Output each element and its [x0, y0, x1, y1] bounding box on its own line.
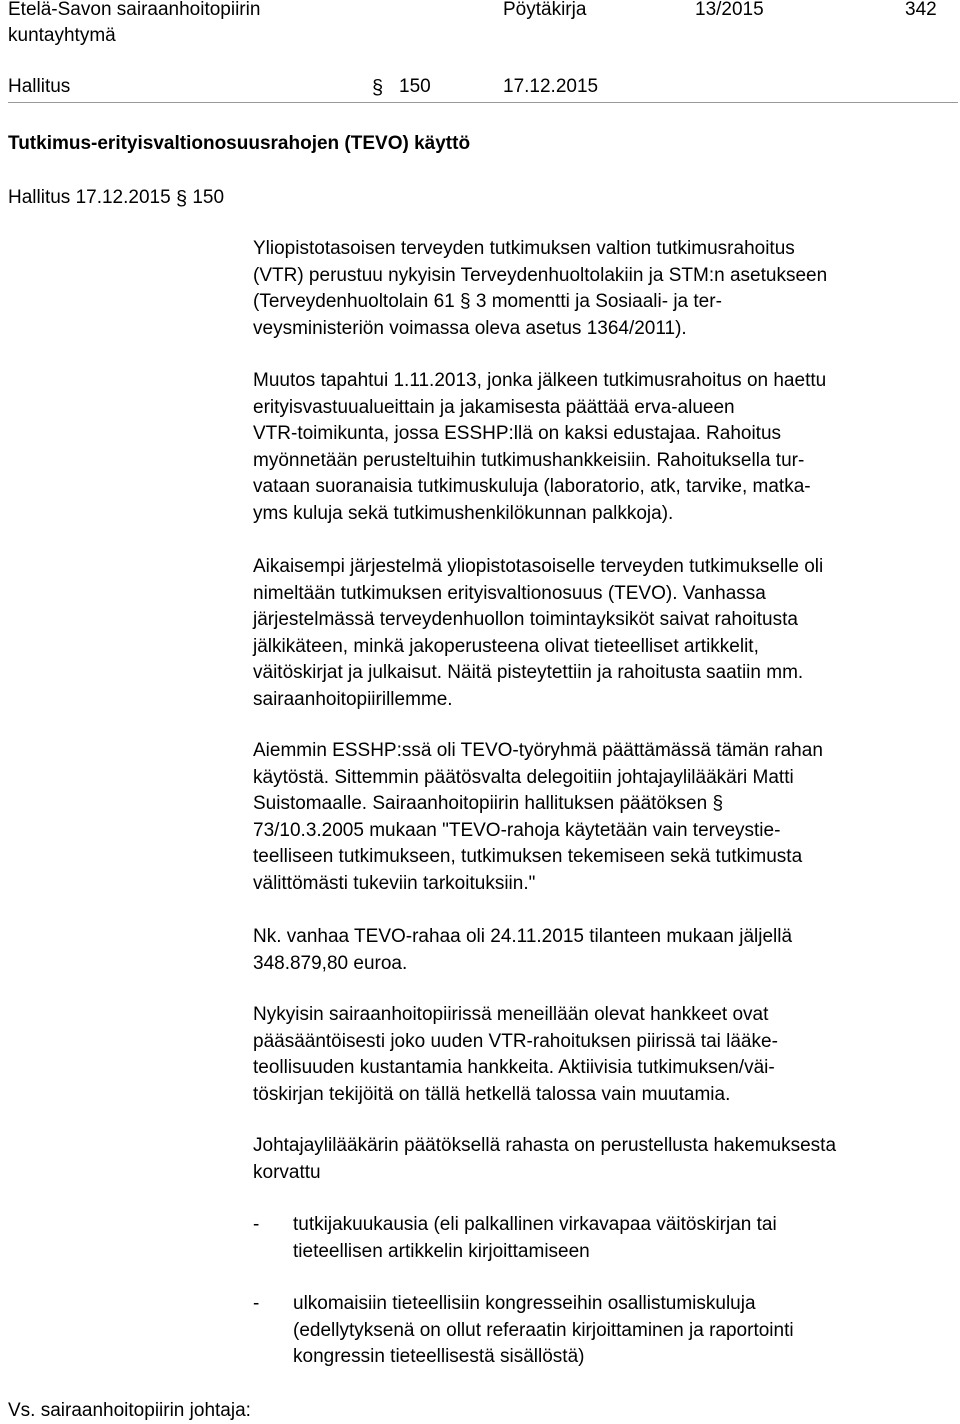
paragraph-6	[253, 1002, 958, 1108]
header-section-number: 150	[399, 76, 431, 97]
bullet-dash: -	[253, 1293, 260, 1314]
paragraph-line: myönnetään perusteltuihin tutkimushankkeisiin. Rahoituksella tur-	[253, 449, 805, 471]
paragraph-line: korvattu	[253, 1161, 321, 1183]
governing-body: Hallitus	[8, 76, 71, 97]
header-divider	[8, 102, 958, 103]
paragraph-line: Nk. vanhaa TEVO-rahaa oli 24.11.2015 tilanteen mukaan jäljellä	[253, 926, 793, 947]
paragraph-2	[253, 368, 958, 527]
organization-name	[8, 0, 260, 49]
paragraph-line: käytöstä. Sittemmin päätösvalta delegoitiin johtajaylilääkäri Matti	[253, 766, 794, 788]
document-number: 13/2015	[695, 0, 764, 20]
signatory-label: Vs. sairaanhoitopiirin johtaja:	[8, 1400, 251, 1421]
paragraph-line: vataan suoranaisia tutkimuskuluja (laboratorio, atk, tarvike, matka-	[253, 476, 811, 497]
paragraph-line: teelliseen tutkimukseen, tutkimuksen tekemiseen sekä tutkimusta	[253, 846, 803, 867]
paragraph-line: Suistomaalle. Sairaanhoitopiirin hallituksen päätöksen §	[253, 793, 724, 814]
paragraph-line: yms kuluja sekä tutkimushenkilökunnan palkkoja).	[253, 502, 674, 524]
bullet-line: kongressin tieteellisestä sisällöstä)	[293, 1346, 585, 1367]
paragraph-3	[253, 554, 958, 713]
header-section-symbol: §	[372, 77, 384, 99]
paragraph-line: (Terveydenhuoltolain 61 § 3 momentti ja Sosiaali- ja ter-	[253, 291, 722, 312]
document-type: Pöytäkirja	[503, 0, 587, 20]
paragraph-line: Aikaisempi järjestelmä yliopistotasoiselle terveyden tutkimukselle oli	[253, 556, 824, 577]
bullet-item-2	[293, 1291, 953, 1371]
meeting-section-number: 150	[192, 187, 225, 208]
bullet-line: tieteellisen artikkelin kirjoittamiseen	[293, 1240, 590, 1262]
paragraph-7	[253, 1133, 958, 1186]
header-date: 17.12.2015	[503, 76, 599, 97]
meeting-reference	[8, 185, 224, 211]
paragraph-5	[253, 924, 958, 977]
paragraph-line: Yliopistotasoisen terveyden tutkimuksen valtion tutkimusrahoitus	[253, 238, 795, 259]
paragraph-line: töskirjan tekijöitä on tällä hetkellä talossa vain muutamia.	[253, 1083, 731, 1105]
paragraph-line: veysministeriön voimassa oleva asetus 1364/2011).	[253, 317, 687, 339]
paragraph-line: järjestelmässä terveydenhuollon toimintayksiköt saivat rahoitusta	[253, 609, 798, 630]
paragraph-line: väitöskirjat ja julkaisut. Näitä pisteytettiin ja rahoitusta saatiin mm.	[253, 662, 804, 683]
organization-name-line-2: kuntayhtymä	[8, 25, 116, 46]
paragraph-line: erityisvastuualueittain ja jakamisesta päättää erva-alueen	[253, 396, 735, 418]
paragraph-line: Nykyisin sairaanhoitopiirissä meneillään olevat hankkeet ovat	[253, 1004, 769, 1025]
page-title: Tutkimus-erityisvaltionosuusrahojen (TEVO) käyttö	[8, 133, 471, 154]
paragraph-1	[253, 236, 958, 342]
bullet-line: (edellytyksenä on ollut referaatin kirjoittaminen ja raportointi	[293, 1319, 794, 1341]
page-number: 342	[905, 0, 937, 20]
paragraph-line: sairaanhoitopiirillemme.	[253, 688, 453, 710]
paragraph-line: välittömästi tukeviin tarkoituksiin."	[253, 872, 536, 894]
paragraph-line: 73/10.3.2005 mukaan "TEVO-rahoja käytetään vain terveystie-	[253, 819, 781, 841]
paragraph-line: 348.879,80 euroa.	[253, 952, 408, 974]
paragraph-line: Johtajaylilääkärin päätöksellä rahasta on perustellusta hakemuksesta	[253, 1135, 837, 1156]
bullet-dash: -	[253, 1214, 260, 1235]
paragraph-line: pääsääntöisesti joko uuden VTR-rahoituksen piirissä tai lääke-	[253, 1030, 778, 1052]
bullet-item-1	[293, 1212, 953, 1265]
paragraph-4	[253, 738, 958, 897]
paragraph-line: nimeltään tutkimuksen erityisvaltionosuus (TEVO). Vanhassa	[253, 582, 766, 604]
bullet-line: ulkomaisiin tieteellisiin kongresseihin osallistumiskuluja	[293, 1293, 756, 1314]
paragraph-line: VTR-toimikunta, jossa ESSHP:llä on kaksi edustajaa. Rahoitus	[253, 423, 782, 444]
meeting-reference-text: Hallitus 17.12.2015	[8, 187, 171, 208]
paragraph-line: Muutos tapahtui 1.11.2013, jonka jälkeen tutkimusrahoitus on haettu	[253, 370, 827, 391]
paragraph-line: Aiemmin ESSHP:ssä oli TEVO-työryhmä päättämässä tämän rahan	[253, 740, 823, 761]
organization-name-line-1: Etelä-Savon sairaanhoitopiirin	[8, 0, 261, 20]
paragraph-line: teollisuuden kustantamia hankkeita. Aktiivisia tutkimuksen/väi-	[253, 1057, 775, 1078]
bullet-line: tutkijakuukausia (eli palkallinen virkavapaa väitöskirjan tai	[293, 1214, 777, 1235]
paragraph-line: jälkikäteen, minkä jakoperusteena olivat tieteelliset artikkelit,	[253, 635, 759, 657]
meeting-section-symbol: §	[175, 188, 188, 210]
paragraph-line: (VTR) perustuu nykyisin Terveydenhuoltolakiin ja STM:n asetukseen	[253, 264, 828, 286]
